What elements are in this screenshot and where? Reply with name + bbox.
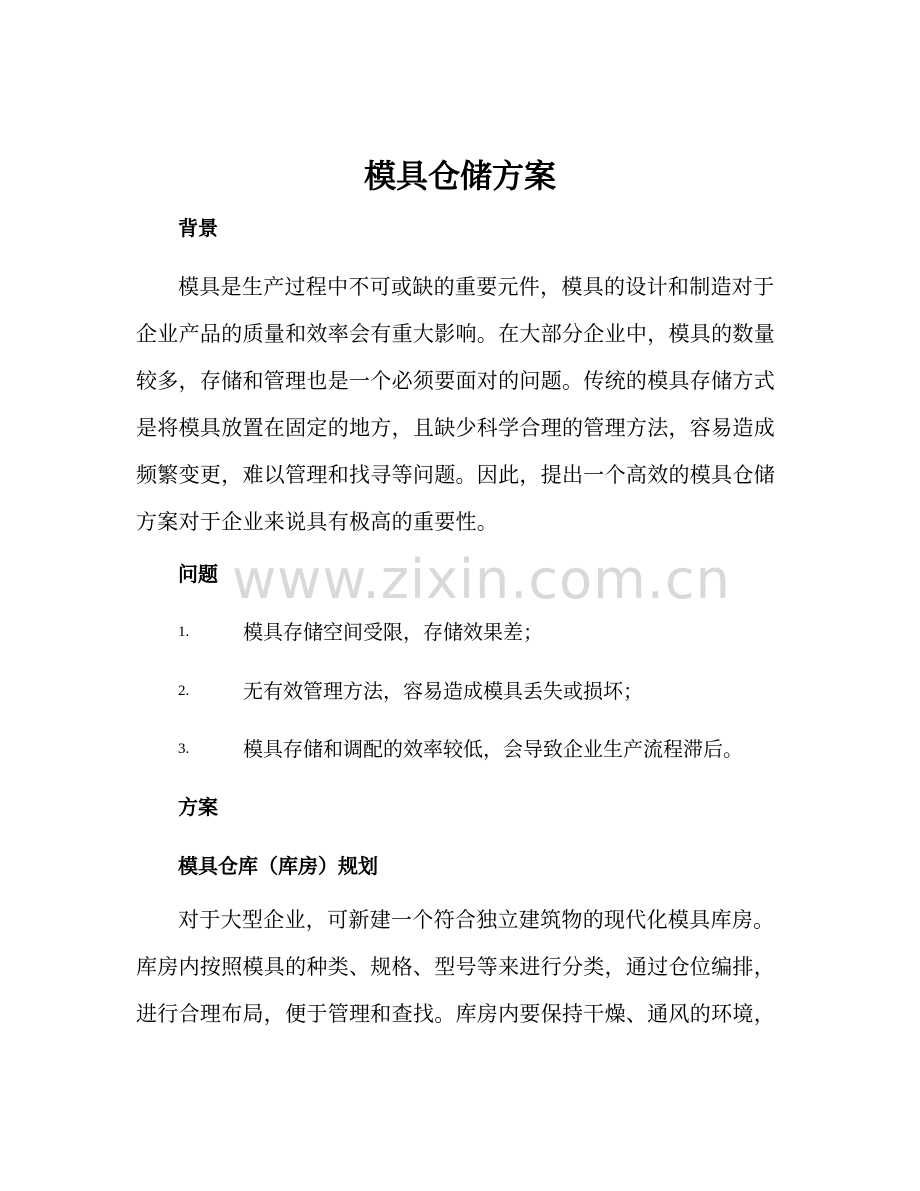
section-heading-background: 背景 xyxy=(178,216,218,240)
problem-list-item xyxy=(178,676,798,716)
list-number: 1. xyxy=(178,624,190,640)
list-text: 模具存储和调配的效率较低，会导致企业生产流程滞后。 xyxy=(243,737,743,761)
list-text: 模具存储空间受限，存储效果差； xyxy=(243,620,543,644)
subsection-heading-warehouse-planning: 模具仓库（库房）规划 xyxy=(178,854,378,878)
list-text: 无有效管理方法，容易造成模具丢失或损坏； xyxy=(243,679,643,703)
watermark: www.zixin.com.cn xyxy=(232,548,731,611)
section-heading-problems: 问题 xyxy=(178,562,218,586)
list-number: 2. xyxy=(178,683,190,699)
problem-list-item xyxy=(178,734,798,774)
solution-paragraph: 对于大型企业，可新建一个符合独立建筑物的现代化模具库房。库房内按照模具的种类、规格、型号等来进行分类，通过仓位编排，进行合理布局，便于管理和查找。库房内要保持干燥、通风的环境， xyxy=(136,908,775,1026)
document-title: 模具仓储方案 xyxy=(363,157,556,195)
background-paragraph: 模具是生产过程中不可或缺的重要元件，模具的设计和制造对于企业产品的质量和效率会有重大影响。在大部分企业中，模具的数量较多，存储和管理也是一个必须要面对的问题。传统的模具存储方式是将模具放置在固定的地方，且缺少科学合理的管理方法，容易造成频繁变更，难以管理和找寻等问题。因此，提出一个高效的模具仓储方案对于企业来说具有极高的重要性。 xyxy=(136,275,775,534)
list-number: 3. xyxy=(178,741,190,757)
section-heading-solution: 方案 xyxy=(178,795,218,819)
problem-list-item xyxy=(178,617,798,657)
